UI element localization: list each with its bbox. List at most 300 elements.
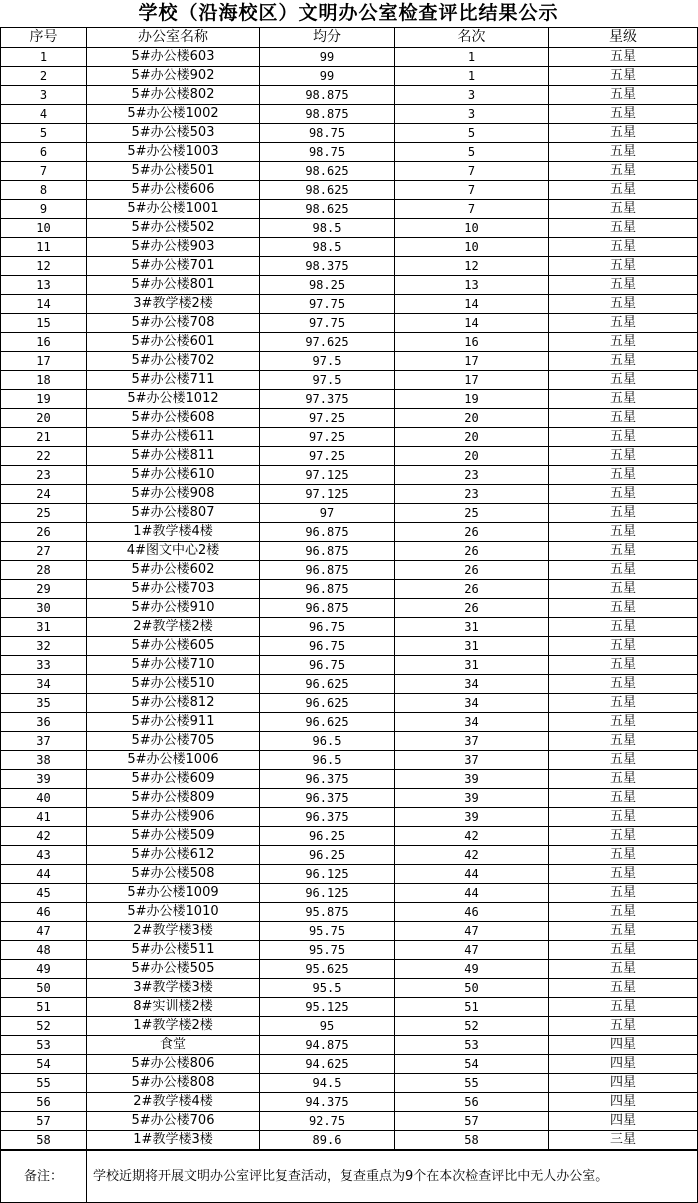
cell-stars: 五星: [549, 656, 698, 675]
cell-office: 5#办公楼705: [87, 732, 260, 751]
cell-rank: 20: [395, 409, 549, 428]
cell-rank: 34: [395, 694, 549, 713]
cell-index: 29: [1, 580, 87, 599]
cell-stars: 五星: [549, 789, 698, 808]
cell-score: 95: [260, 1017, 395, 1036]
cell-score: 95.75: [260, 922, 395, 941]
cell-office: 5#办公楼910: [87, 599, 260, 618]
cell-stars: 五星: [549, 599, 698, 618]
table-row: [1, 960, 698, 979]
cell-score: 97.5: [260, 352, 395, 371]
cell-stars: 四星: [549, 1055, 698, 1074]
table-row: [1, 732, 698, 751]
table-row: [1, 1036, 698, 1055]
cell-office: 食堂: [87, 1036, 260, 1055]
cell-rank: 37: [395, 732, 549, 751]
cell-index: 41: [1, 808, 87, 827]
cell-rank: 39: [395, 808, 549, 827]
cell-score: 95.75: [260, 941, 395, 960]
cell-score: 98.875: [260, 105, 395, 124]
header-rank: 名次: [395, 28, 549, 48]
table-row: [1, 124, 698, 143]
cell-stars: 五星: [549, 352, 698, 371]
cell-score: 99: [260, 67, 395, 86]
cell-rank: 7: [395, 162, 549, 181]
cell-index: 46: [1, 903, 87, 922]
table-row: [1, 371, 698, 390]
cell-rank: 47: [395, 941, 549, 960]
cell-index: 11: [1, 238, 87, 257]
table-row: [1, 751, 698, 770]
cell-index: 27: [1, 542, 87, 561]
cell-index: 36: [1, 713, 87, 732]
cell-stars: 五星: [549, 732, 698, 751]
cell-stars: 五星: [549, 257, 698, 276]
cell-index: 54: [1, 1055, 87, 1074]
cell-index: 2: [1, 67, 87, 86]
cell-index: 8: [1, 181, 87, 200]
cell-office: 1#教学楼3楼: [87, 1131, 260, 1150]
cell-stars: 五星: [549, 827, 698, 846]
cell-office: 5#办公楼508: [87, 865, 260, 884]
cell-stars: 五星: [549, 941, 698, 960]
cell-office: 5#办公楼609: [87, 770, 260, 789]
cell-score: 97.375: [260, 390, 395, 409]
cell-index: 23: [1, 466, 87, 485]
cell-office: 5#办公楼1001: [87, 200, 260, 219]
cell-rank: 46: [395, 903, 549, 922]
cell-rank: 14: [395, 314, 549, 333]
cell-office: 5#办公楼806: [87, 1055, 260, 1074]
cell-index: 4: [1, 105, 87, 124]
cell-stars: 五星: [549, 67, 698, 86]
cell-index: 42: [1, 827, 87, 846]
table-row: [1, 466, 698, 485]
table-row: [1, 143, 698, 162]
cell-office: 5#办公楼811: [87, 447, 260, 466]
cell-stars: 五星: [549, 580, 698, 599]
cell-office: 5#办公楼510: [87, 675, 260, 694]
cell-office: 5#办公楼608: [87, 409, 260, 428]
cell-office: 5#办公楼703: [87, 580, 260, 599]
cell-rank: 31: [395, 618, 549, 637]
cell-rank: 23: [395, 466, 549, 485]
cell-score: 96.625: [260, 675, 395, 694]
cell-rank: 17: [395, 352, 549, 371]
cell-stars: 四星: [549, 1112, 698, 1131]
cell-index: 43: [1, 846, 87, 865]
cell-office: 5#办公楼710: [87, 656, 260, 675]
note-table: [0, 1150, 698, 1203]
header-stars: 星级: [549, 28, 698, 48]
cell-office: 4#图文中心2楼: [87, 542, 260, 561]
cell-score: 97.25: [260, 447, 395, 466]
cell-index: 52: [1, 1017, 87, 1036]
cell-rank: 7: [395, 200, 549, 219]
cell-index: 16: [1, 333, 87, 352]
table-row: [1, 1131, 698, 1150]
cell-rank: 3: [395, 105, 549, 124]
cell-stars: 五星: [549, 770, 698, 789]
cell-office: 5#办公楼610: [87, 466, 260, 485]
header-score: 均分: [260, 28, 395, 48]
table-row: [1, 941, 698, 960]
cell-office: 5#办公楼502: [87, 219, 260, 238]
cell-score: 96.625: [260, 694, 395, 713]
cell-office: 5#办公楼708: [87, 314, 260, 333]
cell-rank: 49: [395, 960, 549, 979]
cell-office: 5#办公楼511: [87, 941, 260, 960]
cell-office: 5#办公楼509: [87, 827, 260, 846]
cell-rank: 25: [395, 504, 549, 523]
cell-stars: 五星: [549, 238, 698, 257]
cell-score: 95.125: [260, 998, 395, 1017]
cell-office: 5#办公楼606: [87, 181, 260, 200]
cell-stars: 五星: [549, 542, 698, 561]
cell-index: 56: [1, 1093, 87, 1112]
table-row: [1, 580, 698, 599]
table-row: [1, 1055, 698, 1074]
cell-stars: 五星: [549, 694, 698, 713]
note-label: 备注：: [1, 1151, 87, 1203]
cell-rank: 16: [395, 333, 549, 352]
cell-office: 5#办公楼1003: [87, 143, 260, 162]
table-row: [1, 162, 698, 181]
cell-score: 95.875: [260, 903, 395, 922]
cell-rank: 37: [395, 751, 549, 770]
cell-stars: 五星: [549, 219, 698, 238]
cell-rank: 12: [395, 257, 549, 276]
cell-office: 5#办公楼611: [87, 428, 260, 447]
cell-score: 95.625: [260, 960, 395, 979]
cell-office: 5#办公楼605: [87, 637, 260, 656]
cell-stars: 五星: [549, 143, 698, 162]
table-row: [1, 599, 698, 618]
cell-rank: 53: [395, 1036, 549, 1055]
table-row: [1, 352, 698, 371]
cell-rank: 19: [395, 390, 549, 409]
cell-score: 97.625: [260, 333, 395, 352]
cell-rank: 17: [395, 371, 549, 390]
cell-stars: 五星: [549, 162, 698, 181]
cell-rank: 39: [395, 789, 549, 808]
table-row: [1, 694, 698, 713]
table-row: [1, 618, 698, 637]
cell-score: 96.25: [260, 827, 395, 846]
cell-index: 51: [1, 998, 87, 1017]
cell-index: 47: [1, 922, 87, 941]
cell-index: 49: [1, 960, 87, 979]
table-row: [1, 447, 698, 466]
cell-index: 50: [1, 979, 87, 998]
cell-stars: 五星: [549, 485, 698, 504]
table-row: [1, 637, 698, 656]
cell-index: 35: [1, 694, 87, 713]
cell-office: 5#办公楼902: [87, 67, 260, 86]
cell-stars: 五星: [549, 618, 698, 637]
cell-score: 97: [260, 504, 395, 523]
cell-rank: 20: [395, 447, 549, 466]
table-row: [1, 656, 698, 675]
cell-rank: 42: [395, 827, 549, 846]
cell-rank: 7: [395, 181, 549, 200]
cell-stars: 五星: [549, 865, 698, 884]
table-row: [1, 181, 698, 200]
cell-stars: 五星: [549, 903, 698, 922]
cell-office: 5#办公楼908: [87, 485, 260, 504]
cell-score: 96.375: [260, 789, 395, 808]
table-row: [1, 561, 698, 580]
cell-rank: 26: [395, 580, 549, 599]
cell-rank: 56: [395, 1093, 549, 1112]
cell-rank: 58: [395, 1131, 549, 1150]
cell-index: 44: [1, 865, 87, 884]
cell-index: 38: [1, 751, 87, 770]
cell-rank: 5: [395, 124, 549, 143]
cell-score: 99: [260, 48, 395, 67]
cell-index: 37: [1, 732, 87, 751]
cell-score: 89.6: [260, 1131, 395, 1150]
cell-rank: 5: [395, 143, 549, 162]
cell-score: 96.875: [260, 542, 395, 561]
cell-score: 98.625: [260, 162, 395, 181]
table-row: [1, 770, 698, 789]
cell-stars: 五星: [549, 808, 698, 827]
cell-stars: 五星: [549, 333, 698, 352]
cell-office: 5#办公楼612: [87, 846, 260, 865]
table-row: [1, 523, 698, 542]
cell-stars: 五星: [549, 428, 698, 447]
cell-office: 5#办公楼903: [87, 238, 260, 257]
cell-rank: 3: [395, 86, 549, 105]
cell-rank: 31: [395, 656, 549, 675]
cell-rank: 52: [395, 1017, 549, 1036]
cell-score: 96.875: [260, 580, 395, 599]
cell-score: 92.75: [260, 1112, 395, 1131]
table-header-row: [1, 28, 698, 48]
cell-score: 96.875: [260, 561, 395, 580]
table-row: [1, 276, 698, 295]
cell-stars: 五星: [549, 998, 698, 1017]
cell-office: 5#办公楼808: [87, 1074, 260, 1093]
cell-stars: 五星: [549, 105, 698, 124]
cell-index: 28: [1, 561, 87, 580]
cell-rank: 13: [395, 276, 549, 295]
cell-index: 13: [1, 276, 87, 295]
cell-office: 5#办公楼801: [87, 276, 260, 295]
cell-score: 98.625: [260, 200, 395, 219]
table-row: [1, 1093, 698, 1112]
cell-stars: 五星: [549, 637, 698, 656]
cell-rank: 1: [395, 48, 549, 67]
table-row: [1, 1017, 698, 1036]
cell-score: 98.25: [260, 276, 395, 295]
cell-rank: 14: [395, 295, 549, 314]
cell-rank: 57: [395, 1112, 549, 1131]
table-row: [1, 884, 698, 903]
cell-index: 33: [1, 656, 87, 675]
cell-score: 98.375: [260, 257, 395, 276]
cell-index: 39: [1, 770, 87, 789]
cell-rank: 31: [395, 637, 549, 656]
table-row: [1, 922, 698, 941]
cell-score: 96.375: [260, 808, 395, 827]
table-row: [1, 903, 698, 922]
table-row: [1, 865, 698, 884]
cell-score: 97.125: [260, 485, 395, 504]
table-row: [1, 428, 698, 447]
cell-index: 3: [1, 86, 87, 105]
table-row: [1, 846, 698, 865]
cell-score: 97.75: [260, 314, 395, 333]
cell-office: 2#教学楼3楼: [87, 922, 260, 941]
table-row: [1, 314, 698, 333]
cell-office: 5#办公楼807: [87, 504, 260, 523]
results-table: [0, 27, 698, 1150]
cell-office: 8#实训楼2楼: [87, 998, 260, 1017]
cell-stars: 五星: [549, 276, 698, 295]
cell-index: 25: [1, 504, 87, 523]
cell-score: 98.75: [260, 143, 395, 162]
cell-stars: 五星: [549, 371, 698, 390]
cell-index: 55: [1, 1074, 87, 1093]
cell-office: 5#办公楼706: [87, 1112, 260, 1131]
cell-office: 5#办公楼1006: [87, 751, 260, 770]
table-row: [1, 67, 698, 86]
cell-stars: 五星: [549, 675, 698, 694]
cell-index: 53: [1, 1036, 87, 1055]
cell-score: 96.875: [260, 599, 395, 618]
cell-rank: 50: [395, 979, 549, 998]
cell-office: 5#办公楼701: [87, 257, 260, 276]
table-row: [1, 105, 698, 124]
cell-stars: 五星: [549, 884, 698, 903]
cell-score: 96.75: [260, 656, 395, 675]
cell-office: 5#办公楼711: [87, 371, 260, 390]
cell-office: 5#办公楼812: [87, 694, 260, 713]
cell-score: 97.75: [260, 295, 395, 314]
table-row: [1, 789, 698, 808]
cell-rank: 20: [395, 428, 549, 447]
table-row: [1, 257, 698, 276]
cell-score: 97.5: [260, 371, 395, 390]
table-row: [1, 200, 698, 219]
cell-index: 57: [1, 1112, 87, 1131]
header-office: 办公室名称: [87, 28, 260, 48]
table-row: [1, 998, 698, 1017]
cell-stars: 五星: [549, 504, 698, 523]
cell-office: 2#教学楼4楼: [87, 1093, 260, 1112]
cell-score: 98.75: [260, 124, 395, 143]
table-row: [1, 979, 698, 998]
cell-rank: 26: [395, 542, 549, 561]
table-row: [1, 1112, 698, 1131]
cell-office: 2#教学楼2楼: [87, 618, 260, 637]
table-row: [1, 485, 698, 504]
cell-office: 5#办公楼1012: [87, 390, 260, 409]
cell-index: 9: [1, 200, 87, 219]
cell-score: 96.75: [260, 637, 395, 656]
cell-score: 97.25: [260, 428, 395, 447]
cell-stars: 五星: [549, 561, 698, 580]
cell-score: 96.125: [260, 865, 395, 884]
cell-index: 10: [1, 219, 87, 238]
cell-index: 45: [1, 884, 87, 903]
table-row: [1, 390, 698, 409]
table-row: [1, 542, 698, 561]
cell-score: 96.5: [260, 751, 395, 770]
cell-stars: 五星: [549, 86, 698, 105]
cell-stars: 五星: [549, 409, 698, 428]
cell-stars: 五星: [549, 922, 698, 941]
cell-rank: 44: [395, 865, 549, 884]
cell-score: 98.5: [260, 238, 395, 257]
cell-index: 24: [1, 485, 87, 504]
table-row: [1, 409, 698, 428]
cell-stars: 五星: [549, 181, 698, 200]
table-row: [1, 675, 698, 694]
cell-stars: 五星: [549, 1017, 698, 1036]
header-index: 序号: [1, 28, 87, 48]
cell-rank: 34: [395, 713, 549, 732]
cell-index: 40: [1, 789, 87, 808]
cell-office: 5#办公楼503: [87, 124, 260, 143]
cell-score: 95.5: [260, 979, 395, 998]
cell-office: 5#办公楼906: [87, 808, 260, 827]
cell-rank: 26: [395, 561, 549, 580]
cell-score: 97.125: [260, 466, 395, 485]
cell-office: 5#办公楼911: [87, 713, 260, 732]
cell-stars: 三星: [549, 1131, 698, 1150]
cell-score: 96.625: [260, 713, 395, 732]
cell-score: 94.625: [260, 1055, 395, 1074]
cell-score: 94.375: [260, 1093, 395, 1112]
cell-rank: 23: [395, 485, 549, 504]
cell-stars: 五星: [549, 314, 698, 333]
cell-stars: 五星: [549, 124, 698, 143]
cell-index: 32: [1, 637, 87, 656]
table-row: [1, 504, 698, 523]
cell-office: 5#办公楼1002: [87, 105, 260, 124]
cell-score: 98.5: [260, 219, 395, 238]
cell-index: 1: [1, 48, 87, 67]
cell-index: 5: [1, 124, 87, 143]
cell-rank: 34: [395, 675, 549, 694]
table-row: [1, 1074, 698, 1093]
table-row: [1, 713, 698, 732]
results-table-body: [1, 28, 698, 1150]
cell-stars: 五星: [549, 466, 698, 485]
cell-index: 7: [1, 162, 87, 181]
cell-index: 18: [1, 371, 87, 390]
cell-office: 5#办公楼603: [87, 48, 260, 67]
cell-office: 5#办公楼702: [87, 352, 260, 371]
cell-rank: 26: [395, 599, 549, 618]
table-row: [1, 48, 698, 67]
table-row: [1, 219, 698, 238]
cell-rank: 10: [395, 219, 549, 238]
cell-index: 31: [1, 618, 87, 637]
cell-stars: 五星: [549, 295, 698, 314]
cell-stars: 五星: [549, 48, 698, 67]
note-text: 学校近期将开展文明办公室评比复查活动，复查重点为9个在本次检查评比中无人办公室。: [87, 1151, 698, 1203]
cell-score: 96.5: [260, 732, 395, 751]
cell-rank: 44: [395, 884, 549, 903]
cell-stars: 五星: [549, 523, 698, 542]
table-row: [1, 238, 698, 257]
cell-rank: 51: [395, 998, 549, 1017]
table-row: [1, 295, 698, 314]
